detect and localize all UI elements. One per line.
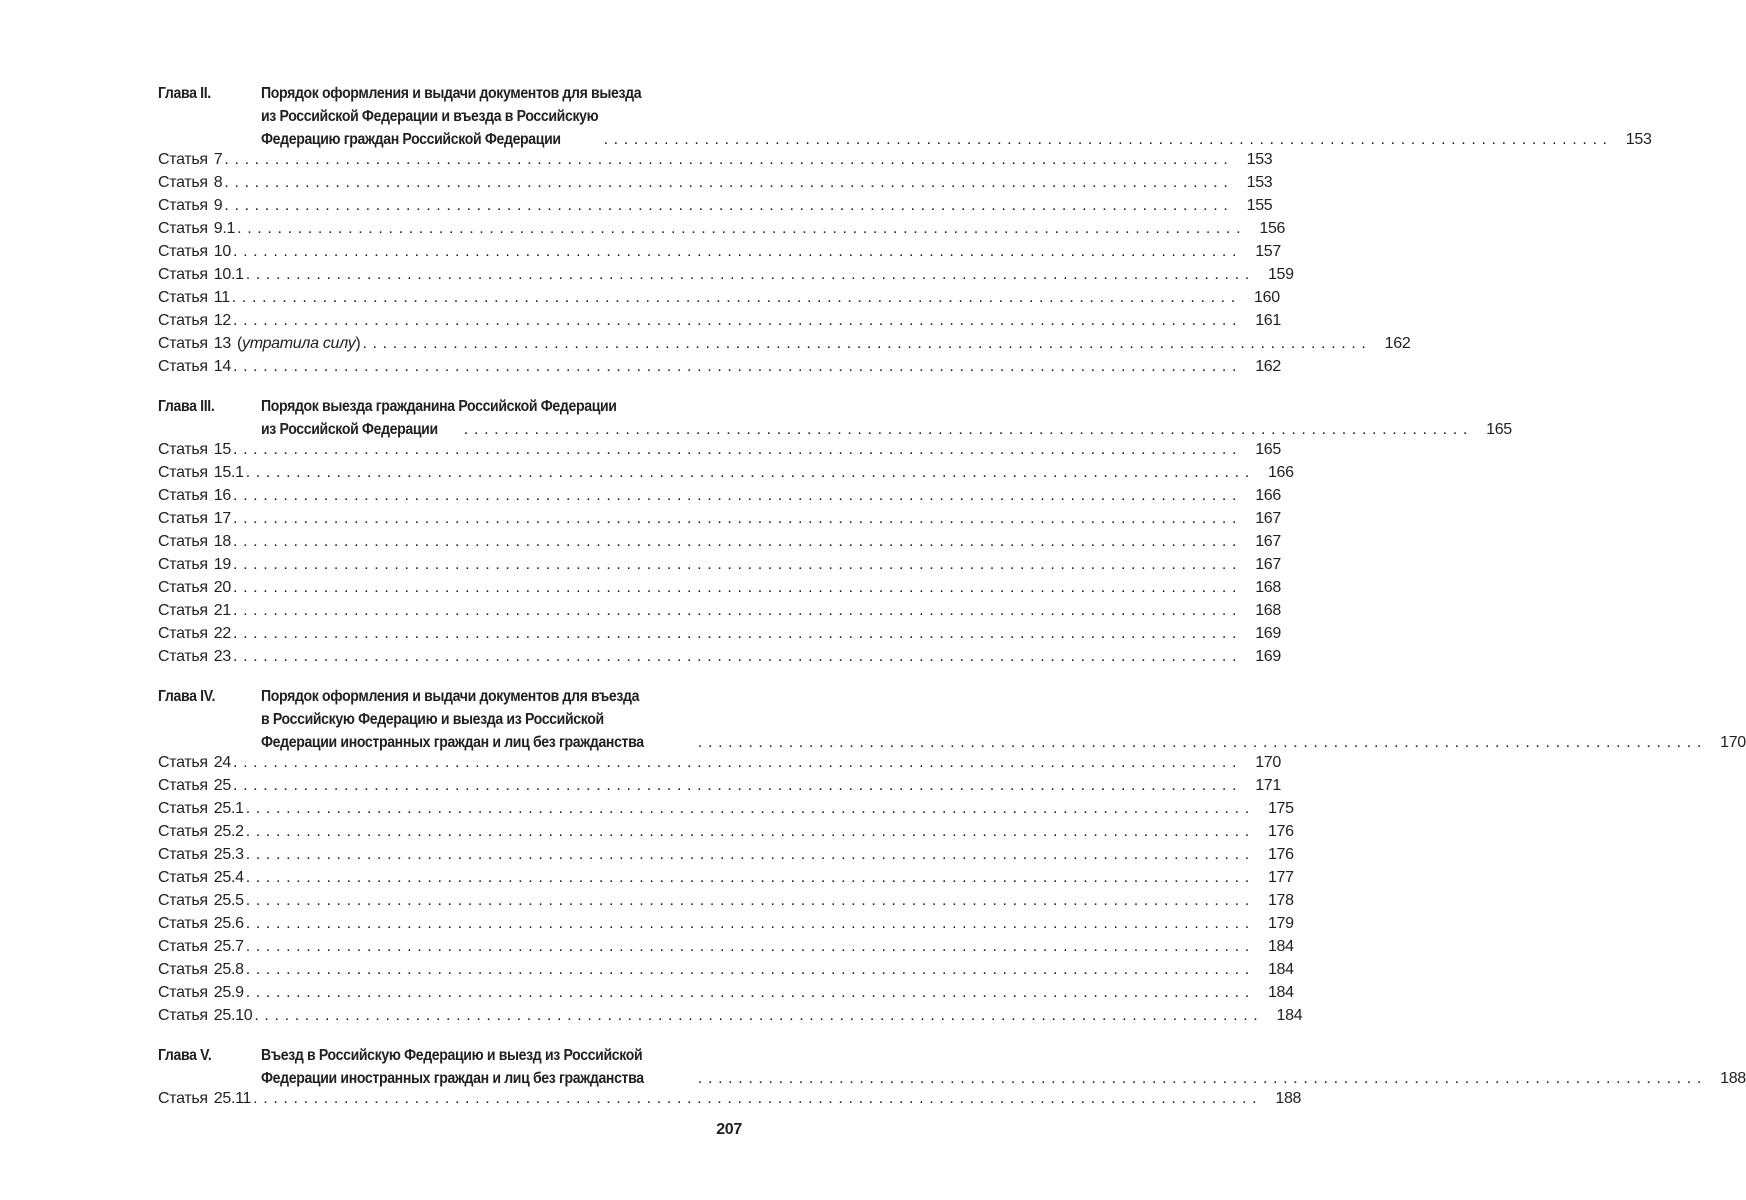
article-number: 25.4 <box>213 869 244 886</box>
article-page-number: 169 <box>1255 625 1281 642</box>
article-word: Статья <box>158 464 208 481</box>
article-page-number: 177 <box>1267 869 1294 886</box>
dot-leader <box>235 220 1241 238</box>
article-word: Статья <box>158 220 208 237</box>
article-number: 25.2 <box>213 823 244 840</box>
article-word: Статья <box>158 441 208 458</box>
article-number: 14 <box>213 358 231 375</box>
article-note-close: ) <box>355 335 361 352</box>
article-page-number: 153 <box>1246 151 1273 168</box>
dot-leader <box>244 823 1250 841</box>
article-page-number: 157 <box>1255 243 1281 260</box>
dot-leader <box>360 335 1366 353</box>
dot-leader <box>602 128 1608 151</box>
article-page-number: 169 <box>1255 648 1281 665</box>
article-word: Статья <box>158 533 208 550</box>
article-page-number: 166 <box>1255 487 1281 504</box>
chapter-title <box>261 1044 1746 1090</box>
chapter-title-text: Въезд в Российскую Федерацию и выезд из Российской <box>261 1047 643 1064</box>
dot-leader <box>231 556 1237 574</box>
article-number: 23 <box>213 648 231 665</box>
article-page-number: 160 <box>1254 289 1280 306</box>
article-number: 25 <box>213 777 231 794</box>
toc-article-row <box>158 220 1286 243</box>
article-number: 22 <box>213 625 231 642</box>
chapter-title-text: Порядок выезда гражданина Российской Федерации <box>261 398 617 415</box>
article-number: 25.3 <box>213 846 244 863</box>
article-number: 9 <box>213 197 223 214</box>
article-word: Статья <box>158 243 208 260</box>
dot-leader <box>696 731 1702 754</box>
chapter-title-text: в Российскую Федерацию и выезда из Российской <box>261 711 604 728</box>
article-page-number: 167 <box>1255 556 1281 573</box>
dot-leader <box>244 915 1250 933</box>
article-number: 8 <box>213 174 223 191</box>
article-number: 15.1 <box>213 464 244 481</box>
dot-leader <box>462 418 1468 441</box>
toc-article-row <box>158 533 1281 556</box>
dot-leader <box>231 754 1237 772</box>
chapter-title <box>261 395 1512 441</box>
page-number: 207 <box>716 1121 742 1138</box>
article-word: Статья <box>158 289 208 306</box>
dot-leader <box>244 846 1250 864</box>
dot-leader <box>230 289 1236 307</box>
dot-leader <box>244 892 1250 910</box>
toc-article-row <box>158 602 1281 625</box>
toc-article-row <box>158 800 1294 823</box>
article-word: Статья <box>158 938 208 955</box>
article-word: Статья <box>158 984 208 1001</box>
article-number: 10 <box>213 243 231 260</box>
toc-article-row <box>158 289 1280 312</box>
toc-article-row <box>158 625 1281 648</box>
article-word: Статья <box>158 266 208 283</box>
toc-article-row <box>158 358 1281 381</box>
article-page-number: 184 <box>1267 938 1294 955</box>
dot-leader <box>252 1007 1258 1025</box>
article-page-number: 178 <box>1267 892 1294 909</box>
chapter-title-text: из Российской Федерации <box>261 421 438 438</box>
article-word: Статья <box>158 556 208 573</box>
toc-article-row <box>158 1090 1302 1113</box>
chapter-title-line <box>261 82 1652 105</box>
article-page-number: 162 <box>1384 335 1411 352</box>
article-word: Статья <box>158 823 208 840</box>
article-number: 16 <box>213 487 231 504</box>
article-word: Статья <box>158 358 208 375</box>
toc-article-row <box>158 823 1294 846</box>
article-word: Статья <box>158 1090 208 1107</box>
toc-article-row <box>158 556 1281 579</box>
toc-article-row <box>158 312 1281 335</box>
article-word: Статья <box>158 846 208 863</box>
toc-article-row <box>158 510 1281 533</box>
article-number: 9.1 <box>213 220 236 237</box>
chapter-label: Глава II. <box>158 85 211 102</box>
article-note-text: утратила силу <box>242 335 356 352</box>
chapter-title-line <box>261 395 1512 418</box>
toc-article-row <box>158 266 1294 289</box>
chapter-page-number: 170 <box>1720 734 1746 751</box>
dot-leader <box>231 510 1237 528</box>
chapter-page-number: 188 <box>1720 1070 1746 1087</box>
dot-leader <box>231 441 1237 459</box>
article-page-number: 176 <box>1267 823 1294 840</box>
article-word: Статья <box>158 151 208 168</box>
article-word: Статья <box>158 625 208 642</box>
chapter-label: Глава IV. <box>158 688 216 705</box>
toc-article-row <box>158 869 1294 892</box>
dot-leader <box>231 579 1237 597</box>
toc-article-row <box>158 579 1281 602</box>
article-page-number: 167 <box>1255 510 1281 527</box>
article-page-number: 166 <box>1267 464 1294 481</box>
article-page-number: 184 <box>1276 1007 1303 1024</box>
article-number: 24 <box>213 754 231 771</box>
chapter-heading <box>158 395 1512 441</box>
dot-leader <box>231 533 1237 551</box>
article-number: 19 <box>213 556 231 573</box>
article-word: Статья <box>158 487 208 504</box>
article-page-number: 167 <box>1255 533 1281 550</box>
article-page-number: 184 <box>1267 984 1294 1001</box>
article-page-number: 188 <box>1275 1090 1302 1107</box>
article-word: Статья <box>158 754 208 771</box>
article-note <box>237 335 360 353</box>
dot-leader <box>231 625 1237 643</box>
article-word: Статья <box>158 915 208 932</box>
dot-leader <box>244 266 1250 284</box>
chapter-title <box>261 685 1746 754</box>
dot-leader <box>231 648 1237 666</box>
article-number: 25.5 <box>213 892 244 909</box>
article-number: 10.1 <box>213 266 244 283</box>
toc-article-row <box>158 915 1294 938</box>
article-number: 18 <box>213 533 231 550</box>
article-word: Статья <box>158 312 208 329</box>
toc-article-row <box>158 487 1281 510</box>
article-page-number: 161 <box>1255 312 1281 329</box>
chapter-page-number: 165 <box>1486 421 1512 438</box>
dot-leader <box>231 487 1237 505</box>
dot-leader <box>222 151 1228 169</box>
dot-leader <box>251 1090 1257 1108</box>
article-page-number: 176 <box>1267 846 1294 863</box>
chapter-label: Глава III. <box>158 398 215 415</box>
article-list <box>158 151 1411 381</box>
article-number: 11 <box>213 289 230 306</box>
chapter-title-text: Порядок оформления и выдачи документов для выезда <box>261 85 642 102</box>
toc-article-row <box>158 464 1294 487</box>
toc-article-row <box>158 1007 1303 1030</box>
article-page-number: 179 <box>1267 915 1294 932</box>
article-word: Статья <box>158 335 208 352</box>
toc-article-row <box>158 174 1273 197</box>
chapter-title-line <box>261 105 1652 128</box>
dot-leader <box>231 602 1237 620</box>
article-page-number: 153 <box>1246 174 1273 191</box>
dot-leader <box>244 800 1250 818</box>
article-page-number: 159 <box>1267 266 1294 283</box>
article-list <box>158 754 1303 1030</box>
chapter-title-text: из Российской Федерации и въезда в Российскую <box>261 108 599 125</box>
article-list <box>158 441 1294 671</box>
toc-article-row <box>158 243 1281 266</box>
chapter-title-line <box>261 708 1746 731</box>
article-page-number: 168 <box>1255 579 1281 596</box>
dot-leader <box>222 197 1228 215</box>
article-list <box>158 1090 1302 1113</box>
article-page-number: 184 <box>1267 961 1294 978</box>
article-word: Статья <box>158 1007 208 1024</box>
article-word: Статья <box>158 197 208 214</box>
article-word: Статья <box>158 777 208 794</box>
toc-article-row <box>158 441 1281 464</box>
article-page-number: 155 <box>1246 197 1273 214</box>
chapter-label: Глава V. <box>158 1047 212 1064</box>
chapter-heading <box>158 82 1652 151</box>
article-number: 20 <box>213 579 231 596</box>
dot-leader <box>244 938 1250 956</box>
article-page-number: 165 <box>1255 441 1281 458</box>
article-number: 17 <box>213 510 231 527</box>
dot-leader <box>231 358 1237 376</box>
article-number: 7 <box>213 151 223 168</box>
chapter-heading <box>158 1044 1746 1090</box>
article-page-number: 168 <box>1255 602 1281 619</box>
article-number: 13 <box>213 335 231 352</box>
toc-article-row <box>158 197 1273 220</box>
article-word: Статья <box>158 961 208 978</box>
article-page-number: 171 <box>1255 777 1281 794</box>
chapter-heading <box>158 685 1746 754</box>
toc-article-row <box>158 892 1294 915</box>
article-page-number: 156 <box>1259 220 1286 237</box>
dot-leader <box>244 464 1250 482</box>
article-number: 25.9 <box>213 984 244 1001</box>
article-number: 25.1 <box>213 800 244 817</box>
dot-leader <box>222 174 1228 192</box>
toc-article-row <box>158 754 1281 777</box>
chapter-title-last-line <box>261 128 1652 151</box>
article-word: Статья <box>158 648 208 665</box>
dot-leader <box>231 312 1237 330</box>
toc-article-row <box>158 648 1281 671</box>
article-word: Статья <box>158 579 208 596</box>
toc-article-row <box>158 777 1281 800</box>
article-page-number: 175 <box>1267 800 1294 817</box>
article-word: Статья <box>158 510 208 527</box>
chapter-title-text: Порядок оформления и выдачи документов для въезда <box>261 688 640 705</box>
chapter-title-line <box>261 1044 1746 1067</box>
toc-article-row <box>158 335 1411 358</box>
dot-leader <box>696 1067 1702 1090</box>
dot-leader <box>244 961 1250 979</box>
dot-leader <box>244 869 1250 887</box>
toc-article-row <box>158 151 1273 174</box>
article-number: 12 <box>213 312 231 329</box>
dot-leader <box>231 777 1237 795</box>
article-word: Статья <box>158 174 208 191</box>
chapter-title-text: Федерации иностранных граждан и лиц без гражданства <box>261 1070 644 1087</box>
article-number: 25.10 <box>213 1007 253 1024</box>
toc-article-row <box>158 984 1294 1007</box>
article-word: Статья <box>158 602 208 619</box>
article-number: 25.7 <box>213 938 244 955</box>
article-number: 15 <box>213 441 231 458</box>
chapter-title-text: Федерацию граждан Российской Федерации <box>261 131 561 148</box>
dot-leader <box>244 984 1250 1002</box>
article-word: Статья <box>158 800 208 817</box>
article-number: 21 <box>213 602 231 619</box>
toc-article-row <box>158 938 1294 961</box>
toc-article-row <box>158 961 1294 984</box>
dot-leader <box>231 243 1237 261</box>
article-word: Статья <box>158 892 208 909</box>
chapter-title-text: Федерации иностранных граждан и лиц без гражданства <box>261 734 644 751</box>
article-note-open: ( <box>236 335 243 352</box>
chapter-title-last-line <box>261 1067 1746 1090</box>
toc-article-row <box>158 846 1294 869</box>
article-word: Статья <box>158 869 208 886</box>
article-page-number: 170 <box>1255 754 1281 771</box>
chapter-page-number: 153 <box>1625 131 1652 148</box>
article-page-number: 162 <box>1255 358 1281 375</box>
article-number: 25.8 <box>213 961 244 978</box>
chapter-title-line <box>261 685 1746 708</box>
chapter-title-last-line <box>261 731 1746 754</box>
chapter-title <box>261 82 1652 151</box>
article-number: 25.11 <box>213 1090 252 1107</box>
table-of-contents <box>158 82 1746 1113</box>
article-number: 25.6 <box>213 915 244 932</box>
chapter-title-last-line <box>261 418 1512 441</box>
